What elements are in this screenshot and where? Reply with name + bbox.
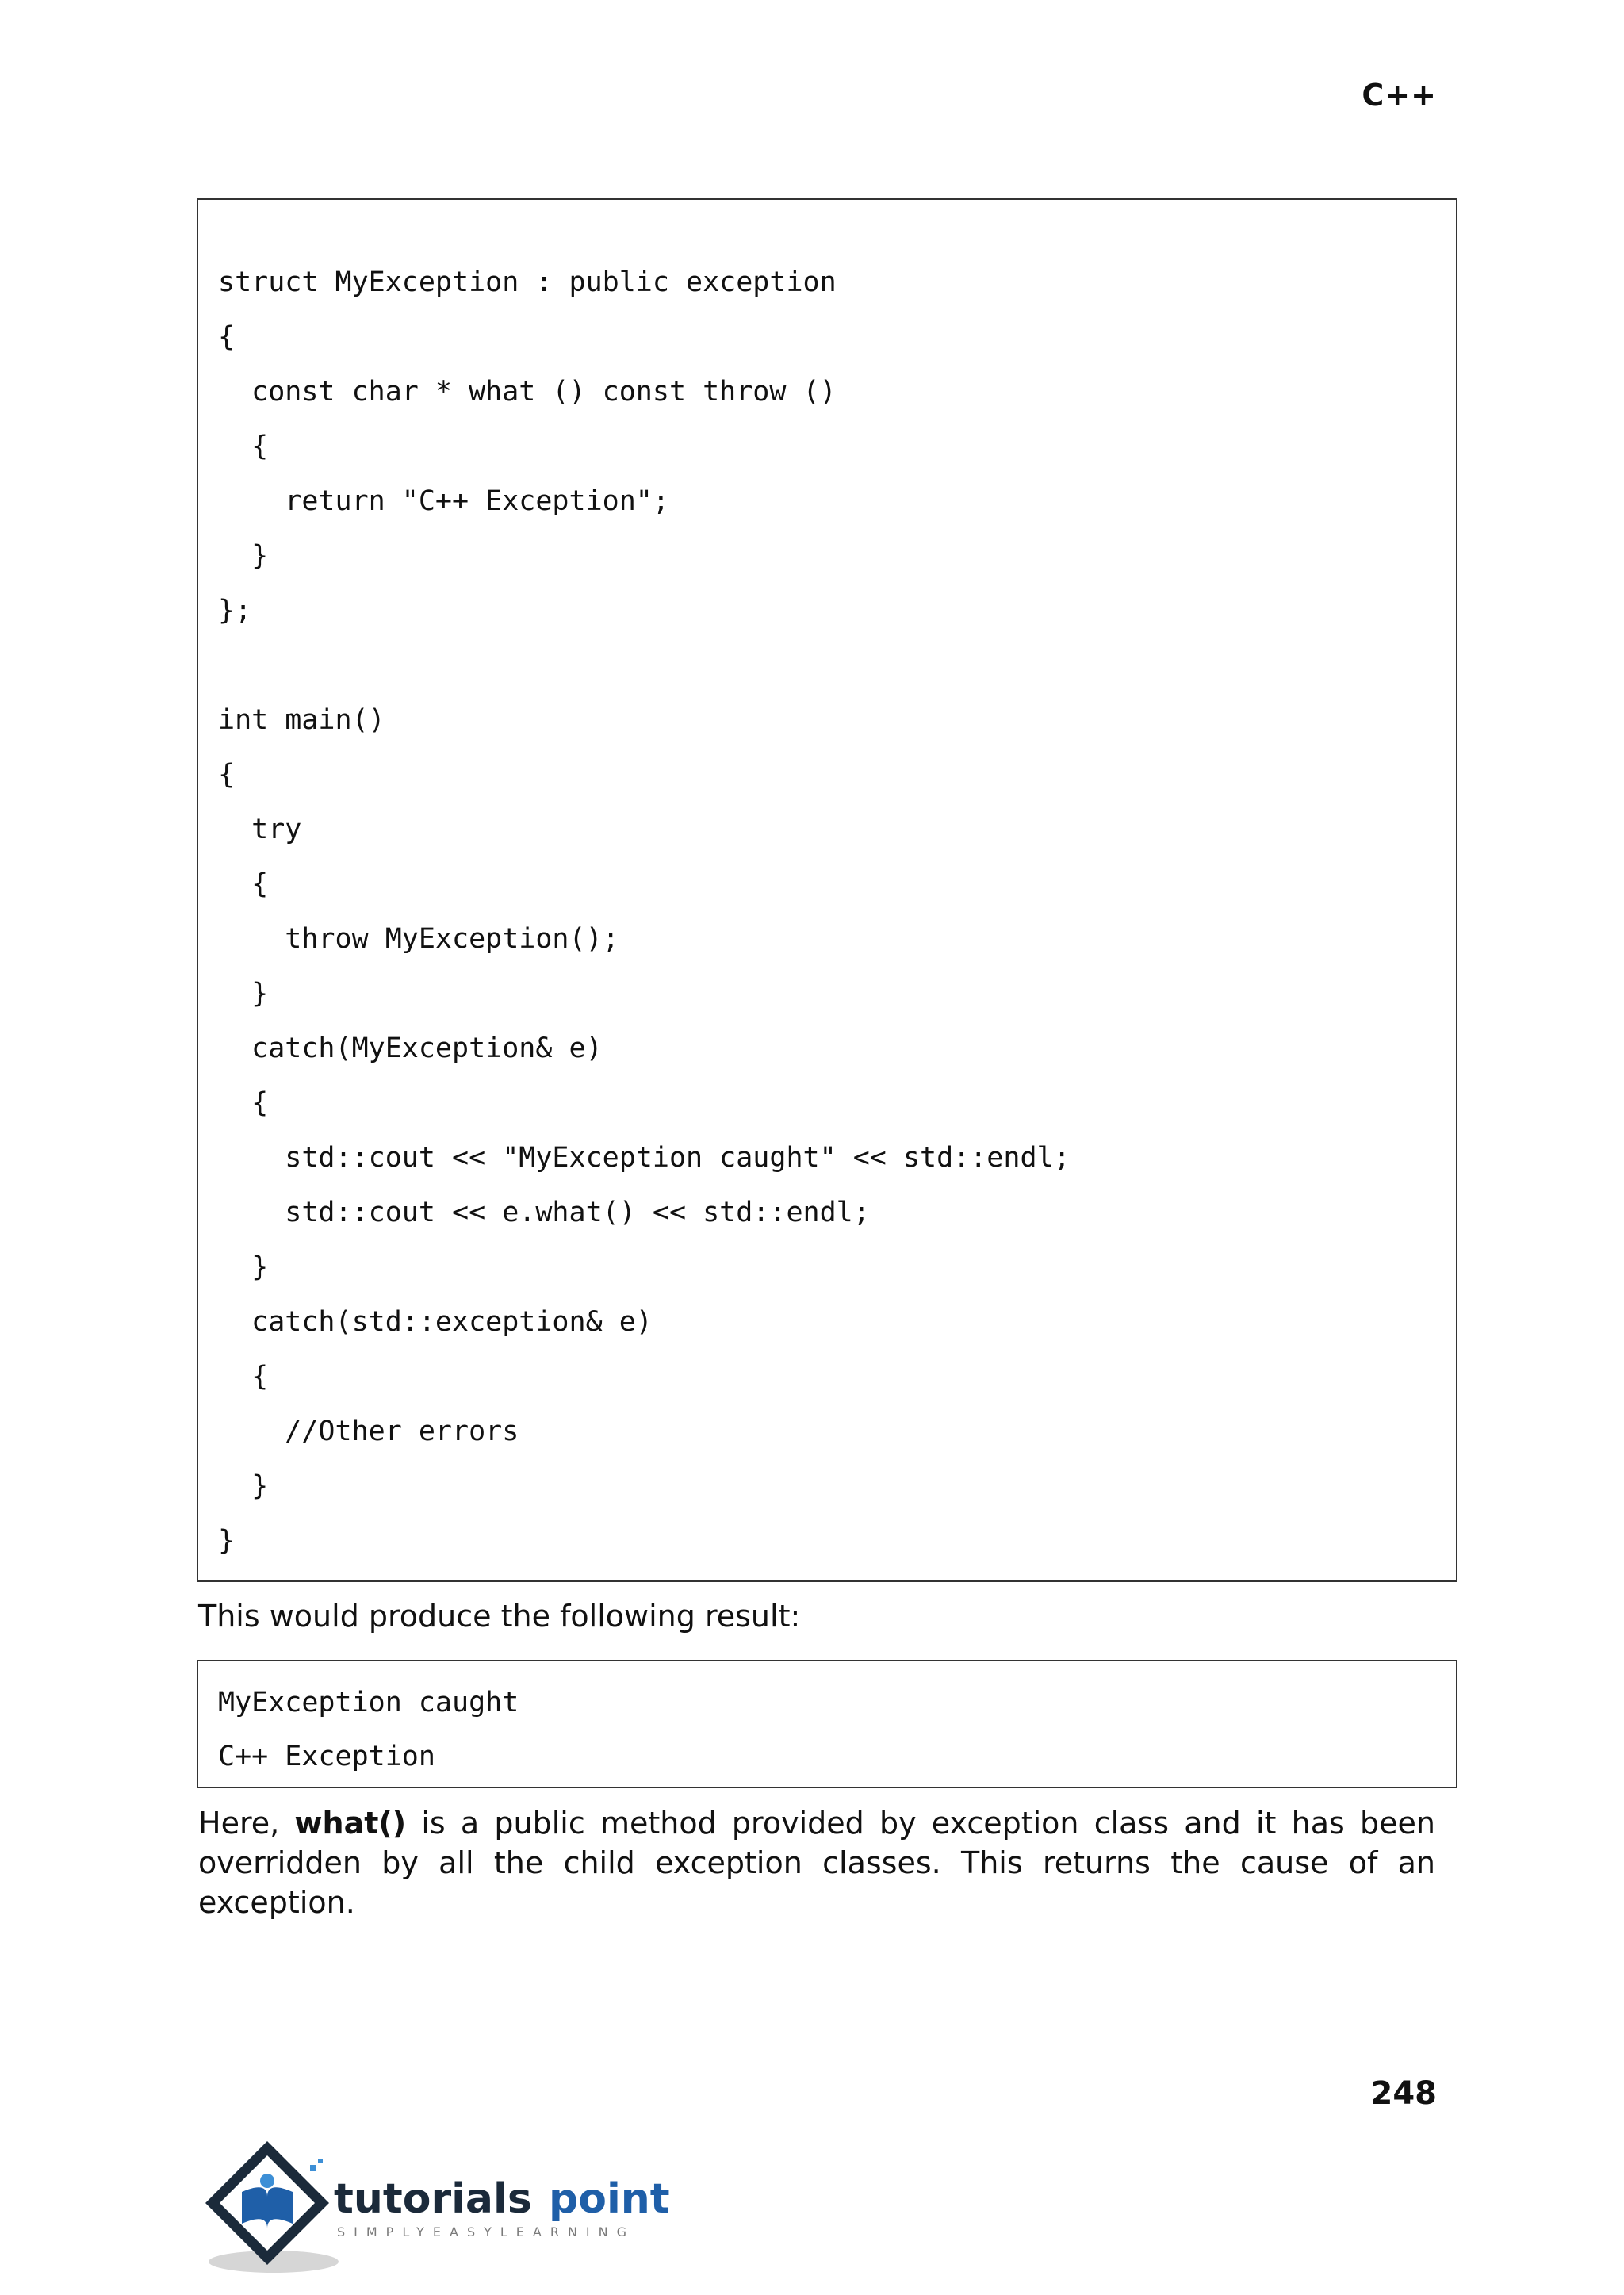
code-line: { — [218, 321, 236, 353]
output-box — [197, 1660, 1457, 1788]
code-line — [218, 638, 1456, 693]
code-line: } — [218, 1251, 269, 1283]
explanation-method-name: what() — [294, 1806, 407, 1841]
explanation-suffix: is a public method provided by exception class and it has been overridden by all the child exception classes. This returns the cause of an exception. — [198, 1806, 1436, 1920]
result-intro-text: This would produce the following result: — [198, 1599, 801, 1634]
logo-text-main: tutorials — [334, 2175, 532, 2223]
code-line: try — [218, 814, 302, 845]
tutorialspoint-logo-graphic — [194, 2135, 686, 2285]
output-line: MyException caught — [218, 1687, 519, 1718]
code-line: } — [218, 978, 269, 1010]
code-line: throw MyException(); — [218, 923, 619, 955]
code-line: catch(MyException& e) — [218, 1033, 603, 1064]
output-line: C++ Exception — [218, 1741, 435, 1772]
code-line: int main() — [218, 704, 385, 736]
code-line: { — [218, 1087, 269, 1119]
code-line: { — [218, 868, 269, 900]
logo-dot-1 — [310, 2165, 316, 2171]
code-line: } — [218, 1525, 236, 1557]
page-number: 248 — [1370, 2075, 1437, 2112]
code-line: } — [218, 540, 269, 572]
code-line: //Other errors — [218, 1416, 519, 1447]
logo-head-icon — [260, 2174, 274, 2188]
logo-dot-2 — [318, 2159, 323, 2163]
code-line: const char * what () const throw () — [218, 376, 837, 408]
logo-text-accent: point — [549, 2175, 670, 2223]
explanation-paragraph — [198, 1803, 1435, 1922]
explanation-prefix: Here, — [198, 1806, 295, 1841]
logo-tagline: SIMPLYEASYLEARNING — [337, 2224, 636, 2239]
code-line: { — [218, 431, 269, 462]
code-line: } — [218, 1470, 269, 1502]
code-line: }; — [218, 595, 252, 626]
code-line: std::cout << "MyException caught" << std::endl; — [218, 1142, 1071, 1174]
code-listing-box — [197, 198, 1457, 1582]
code-line: catch(std::exception& e) — [218, 1306, 653, 1338]
code-line: std::cout << e.what() << std::endl; — [218, 1197, 870, 1228]
page-header-title: C++ — [1362, 78, 1437, 113]
code-line: { — [218, 1361, 269, 1393]
code-line: { — [218, 759, 236, 791]
code-line: return "C++ Exception"; — [218, 485, 669, 517]
code-line: struct MyException : public exception — [218, 266, 837, 298]
tutorialspoint-logo — [194, 2135, 686, 2285]
